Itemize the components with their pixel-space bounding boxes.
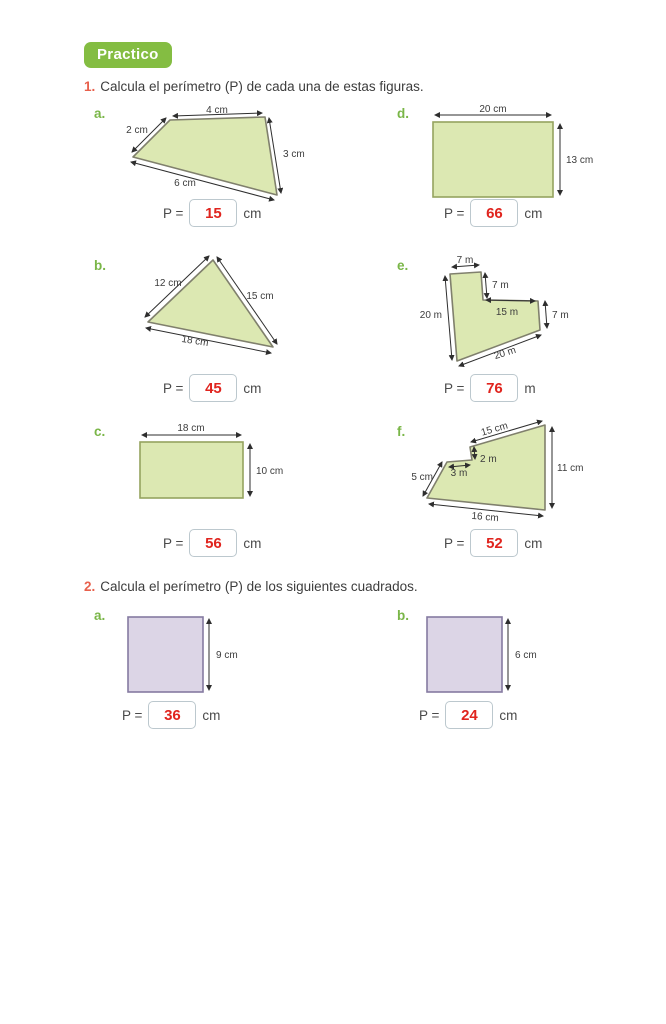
figure-f-label: f. <box>397 424 406 439</box>
figure-d <box>395 104 625 204</box>
dim-label-top: 4 cm <box>206 105 228 116</box>
dimension-line <box>485 273 487 298</box>
unit-label: cm <box>524 205 543 221</box>
answer-value: 76 <box>486 379 503 397</box>
answer-row-b <box>163 374 261 402</box>
square-a <box>85 608 315 703</box>
answer-row-f <box>444 529 542 557</box>
figure-f <box>395 418 625 530</box>
dim-label-top: 7 m <box>456 255 474 266</box>
exercise2-text: Calcula el perímetro (P) de los siguientes cuadrados. <box>100 579 418 594</box>
dim-label-side: 9 cm <box>216 650 238 661</box>
figure-e-label: e. <box>397 258 409 273</box>
exercise1-number: 1. <box>84 79 96 94</box>
figure-b-label: b. <box>94 258 106 273</box>
dim-label-step: 7 m <box>492 280 509 291</box>
unit-label: cm <box>524 535 543 551</box>
practico-badge: Practico <box>84 42 172 68</box>
dim-label-inner: 15 m <box>495 307 519 318</box>
dim-label-left: 2 cm <box>126 125 148 136</box>
figure-c <box>85 418 315 513</box>
answer-row-e <box>444 374 536 402</box>
triangle-shape <box>148 260 273 350</box>
answer-value: 24 <box>461 706 478 724</box>
unit-label: m <box>524 380 536 396</box>
answer-row-2b <box>419 701 517 729</box>
dim-label-bottom: 20 m <box>492 344 518 362</box>
answer-box-2a <box>148 701 196 729</box>
answer-row-c <box>163 529 261 557</box>
unit-label: cm <box>499 707 518 723</box>
square-a-drawing <box>85 608 315 703</box>
dim-label-right: 15 cm <box>246 291 274 302</box>
p-prefix: P = <box>163 535 184 551</box>
figure-e-drawing <box>395 253 625 371</box>
square-shape <box>427 617 502 692</box>
answer-row-2a <box>122 701 220 729</box>
answer-box-a <box>189 199 237 227</box>
answer-value: 45 <box>205 379 222 397</box>
answer-box-d <box>470 199 518 227</box>
dim-label-bottom: 16 cm <box>470 510 500 525</box>
dim-label-left: 20 m <box>419 310 442 321</box>
exercise2-instruction <box>84 579 418 594</box>
exercise1-text: Calcula el perímetro (P) de cada una de estas figuras. <box>100 79 424 94</box>
dimension-line <box>545 301 547 328</box>
square-b-label: b. <box>397 608 409 623</box>
answer-row-a <box>163 199 261 227</box>
figure-d-drawing <box>395 104 625 204</box>
dim-label-left: 12 cm <box>154 278 182 289</box>
answer-value: 15 <box>205 204 222 222</box>
dim-label-right: 13 cm <box>566 155 594 166</box>
figure-a-label: a. <box>94 106 106 121</box>
square-b <box>395 608 625 703</box>
answer-box-2b <box>445 701 493 729</box>
dim-label-left: 5 cm <box>411 472 433 483</box>
unit-label: cm <box>243 205 262 221</box>
dim-label-bottom: 18 cm <box>180 333 210 350</box>
dim-label-top: 18 cm <box>177 423 205 434</box>
figure-f-drawing <box>395 418 625 530</box>
dim-label-right: 10 cm <box>256 466 284 477</box>
dim-label-notch-v: 2 m <box>480 454 497 465</box>
dim-label-side: 6 cm <box>515 650 537 661</box>
exercise2-number: 2. <box>84 579 96 594</box>
square-shape <box>128 617 203 692</box>
dim-label-bottom: 6 cm <box>174 178 196 189</box>
exercise1-instruction <box>84 79 424 94</box>
dim-label-right: 7 m <box>552 310 569 321</box>
answer-box-e <box>470 374 518 402</box>
figure-a-drawing <box>85 106 315 202</box>
p-prefix: P = <box>444 380 465 396</box>
dim-label-right: 11 cm <box>557 463 584 474</box>
rectangle-shape <box>433 122 553 197</box>
figure-b <box>85 255 315 365</box>
unit-label: cm <box>243 535 262 551</box>
p-prefix: P = <box>163 380 184 396</box>
figure-c-drawing <box>85 418 315 513</box>
figure-b-drawing <box>85 255 315 365</box>
figure-e <box>395 253 625 371</box>
figure-d-label: d. <box>397 106 409 121</box>
answer-row-d <box>444 199 542 227</box>
p-prefix: P = <box>163 205 184 221</box>
answer-box-c <box>189 529 237 557</box>
dim-label-right: 3 cm <box>283 149 305 160</box>
p-prefix: P = <box>419 707 440 723</box>
dim-label-top: 20 cm <box>479 104 507 115</box>
answer-value: 56 <box>205 534 222 552</box>
answer-value: 66 <box>486 204 503 222</box>
figure-c-label: c. <box>94 424 106 439</box>
square-a-label: a. <box>94 608 106 623</box>
unit-label: cm <box>243 380 262 396</box>
answer-box-b <box>189 374 237 402</box>
dim-label-notch-h: 3 m <box>450 468 468 479</box>
figure-a <box>85 106 315 202</box>
answer-value: 36 <box>164 706 181 724</box>
rectangle-shape <box>140 442 243 498</box>
answer-box-f <box>470 529 518 557</box>
p-prefix: P = <box>122 707 143 723</box>
p-prefix: P = <box>444 535 465 551</box>
dim-label-top: 15 cm <box>479 420 510 439</box>
square-b-drawing <box>395 608 625 703</box>
unit-label: cm <box>202 707 221 723</box>
p-prefix: P = <box>444 205 465 221</box>
answer-value: 52 <box>486 534 503 552</box>
